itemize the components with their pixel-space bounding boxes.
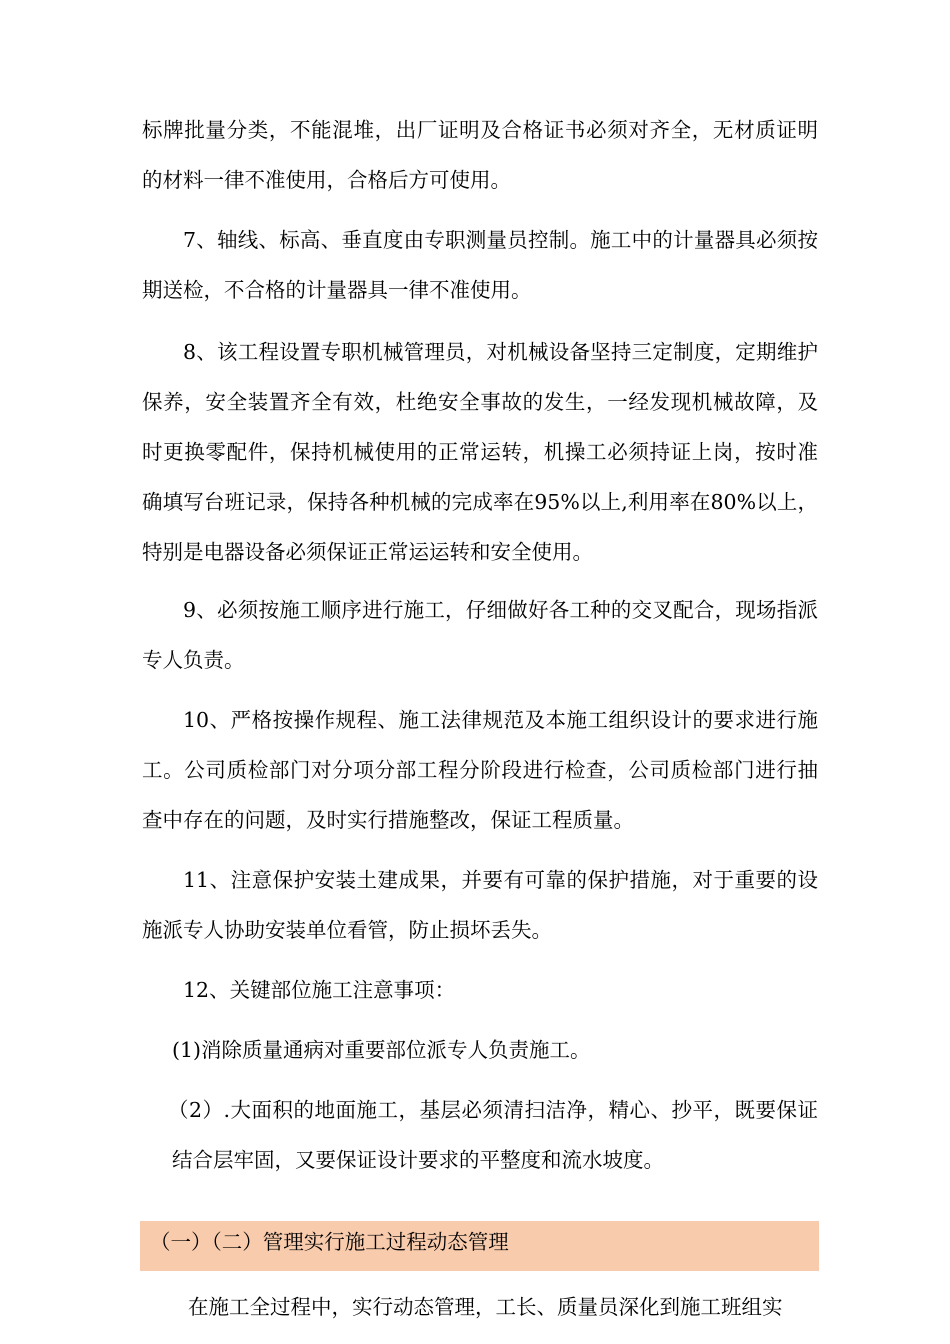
paragraph-item-8: 8、该工程设置专职机械管理员，对机械设备坚持三定制度，定期维护保养，安全装置齐全有效，杜绝安全事故的发生，一经发现机械故障，及时更换零配件，保持机械使用的正常运转，机操工必须持证上岗，按时准确填写台班记录，保持各种机械的完成率在95%以上,利用率在80%以上，特别是电器设备必须保证正常运运转和安全使用。 <box>142 340 818 564</box>
paragraph-item-7: 7、轴线、标高、垂直度由专职测量员控制。施工中的计量器具必须按期送检，不合格的计量器具一律不准使用。 <box>142 228 818 302</box>
paragraph-sub-item-2: （2）.大面积的地面施工，基层必须清扫洁净，精心、抄平，既要保证结合层牢固，又要保证设计要求的平整度和流水坡度。 <box>168 1098 818 1172</box>
paragraph-item-9: 9、必须按施工顺序进行施工，仔细做好各工种的交叉配合，现场指派专人负责。 <box>142 598 818 672</box>
section-heading-bar <box>140 1221 819 1271</box>
paragraph-dynamic-management: 在施工全过程中，实行动态管理，工长、质量员深化到施工班组实 <box>188 1295 783 1319</box>
paragraph-sub-item-1: (1)消除质量通病对重要部位派专人负责施工。 <box>172 1038 591 1062</box>
paragraph-item-12: 12、关键部位施工注意事项： <box>183 978 456 1002</box>
paragraph-item-10: 10、严格按操作规程、施工法律规范及本施工组织设计的要求进行施工。公司质检部门对分项分部工程分阶段进行检查，公司质检部门进行抽查中存在的问题，及时实行措施整改，保证工程质量。 <box>142 708 818 832</box>
paragraph-material-sorting: 标牌批量分类，不能混堆，出厂证明及合格证书必须对齐全，无材质证明的材料一律不准使用，合格后方可使用。 <box>142 118 818 192</box>
section-heading: （一）（二）管理实行施工过程动态管理 <box>150 1230 509 1254</box>
paragraph-item-11: 11、注意保护安装土建成果，并要有可靠的保护措施，对于重要的设施派专人协助安装单位看管，防止损坏丢失。 <box>142 868 818 942</box>
